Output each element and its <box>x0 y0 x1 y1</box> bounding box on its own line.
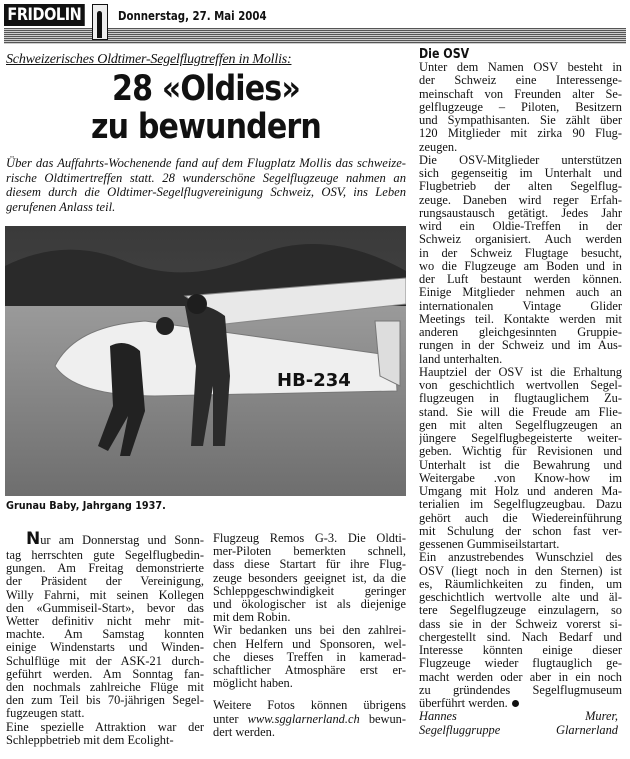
text-line: rungen in der Schweiz und im Aus- <box>419 339 622 353</box>
text-line: gerufenen Anlass teil. <box>6 199 116 214</box>
text-line: Ein anzustrebendes Wunschziel des <box>419 551 622 565</box>
text-line: tag herrschten gute Segelflugbedin- <box>6 549 204 562</box>
text-line: land unterhalten. <box>419 352 503 366</box>
text-line <box>419 697 622 710</box>
text-line: möglicht haben. <box>213 677 293 691</box>
glider-registration: HB-234 <box>277 370 351 391</box>
text-line: Flugzeuge wieder flugtauglich ge- <box>419 657 622 671</box>
text-line: dass sie in der Schweiz vorerst si- <box>419 617 622 631</box>
issue-date: Donnerstag, 27. Mai 2004 <box>118 9 267 23</box>
text-line: diesem durch die Oldtimer-Segelflugvereinigung Schweiz, OSV, ins Leben <box>6 185 406 200</box>
text-line: flugzeugen in flugtauglichem Zu- <box>419 392 622 406</box>
text-line: Willy Fahrni, mit seinen Kollegen <box>6 588 204 602</box>
headline-line: 28 «Oldies» <box>112 69 300 109</box>
text-line: machte. Am Samstag konnten <box>6 628 204 642</box>
text-line: Schleppbetrieb mit dem Ecolight- <box>6 733 174 747</box>
text-line: 120 Mitglieder mit zirka 90 Flug- <box>419 127 622 141</box>
text-line: mit Schulung der schon fast ver- <box>419 524 622 538</box>
text-line: geben. Wichtig für Revisionen und <box>419 445 622 459</box>
author-group: Segelfluggruppe Glarnerland <box>419 723 618 737</box>
text-line: macht werden oder aber in ein noch <box>419 670 622 684</box>
article-kicker: Schweizerisches Oldtimer-Segelflugtreffen in Mollis: <box>6 52 292 67</box>
text-line: dert werden. <box>213 725 275 739</box>
text-line: terialien im Segelflugzeugbau. Dazu <box>419 498 622 512</box>
text-line: stand. Sie will die Freude am Flie- <box>419 405 622 419</box>
text-line: meinschaft von Freunden alter Se- <box>419 87 622 101</box>
text-line: Flugzeug Remos G-3. Die Oldti- <box>213 532 406 545</box>
body-column-1 <box>6 529 204 747</box>
text-fragment: bewun- <box>359 712 406 726</box>
text-line: Weitere Fotos können übrigens <box>213 699 406 713</box>
end-mark-icon <box>512 700 519 707</box>
text-line: zeuge. Daneben wird reger Erfah- <box>419 193 622 207</box>
text-line: von geschichtlich wertvollen Segel- <box>419 379 622 392</box>
text-line: Hauptziel der OSV ist die Erhaltung <box>419 365 622 379</box>
text-line: geführt werden. Am Sonntag fan- <box>6 667 204 681</box>
text-line: wo die Flugzeuge am Boden und in <box>419 259 622 273</box>
paragraph-gap <box>213 690 406 699</box>
text-line: che dieses Treffen in kamerad- <box>213 650 406 664</box>
website-link[interactable]: www.sgglarnerland.ch <box>247 712 360 726</box>
text-line: Wetter definitiv nicht mehr mit- <box>6 615 204 629</box>
article-headline <box>34 70 378 146</box>
sidebar-title: Die OSV <box>419 47 470 62</box>
text-line: Unter dem Namen OSV besteht in <box>419 61 622 74</box>
text-line: den nochmals zahlreiche Flüge mit <box>6 681 204 695</box>
drop-cap: N <box>26 529 41 549</box>
text-line: der Schweiz eine Interessenge- <box>419 74 622 88</box>
text-line: Schweiz organisiert. Auch werden <box>419 233 622 247</box>
text-line: chen Helfern und Sponsoren, wel- <box>213 637 406 651</box>
text-line: Flugbetrieb der alten Segelflug- <box>419 180 622 194</box>
text-line: Einige Mitglieder nehmen auch an <box>419 286 622 300</box>
text-line: anderen gleichgesinnten Gruppie- <box>419 326 622 339</box>
text-fragment: unter <box>213 712 248 726</box>
text-line: dass diese Startart für ihre Flug- <box>213 558 406 572</box>
text-line: wird ein Oldie-Treffen in der <box>419 220 622 233</box>
text-line: Wir bedanken uns bei den zahlrei- <box>213 624 406 638</box>
text-line: gessenen Gummiseilstartart. <box>419 538 560 551</box>
text-line: schaftlicher Atmosphäre erst er- <box>213 664 406 678</box>
text-line: chergestellt sind. Nach Bedarf und <box>419 630 622 644</box>
text-line <box>213 713 406 726</box>
text-line: OSV (liegt noch in den Sternen) ist <box>419 564 622 578</box>
text-line: rische Oldtimertreffen statt. 28 wunderschöne Segelflugzeuge nahmen an <box>6 170 406 185</box>
text-line: fugzeugen statt. <box>6 707 85 721</box>
article-photo <box>5 226 406 496</box>
text-line: zeuge besonders geeignet ist, da die <box>213 571 406 585</box>
text-line: jüngere Segelflugbegeisterte weiter- <box>419 432 622 445</box>
text-line: der Präsident der Vereinigung, <box>6 575 204 589</box>
text-line: Umgang mit Holz und anderen Ma- <box>419 485 622 498</box>
text-line: gungen. Am Freitag demonstrierte <box>6 562 204 576</box>
text-line: Schleppgeschwindigkeit geringer <box>213 584 406 598</box>
text-line: zu gründendes Segelflugmuseum <box>419 683 622 697</box>
text-line: Schulflüge mit der ASK-21 durch- <box>6 654 204 668</box>
text-line: rungsaustausch getätigt. Jedes Jahr <box>419 206 622 220</box>
text-line: Unterhalt ist die Bewahrung und <box>419 458 622 472</box>
text-line: sich gegenseitig im Unterhalt und <box>419 167 622 180</box>
text-line: gen mit alten Segelflugzeugen an <box>419 418 622 432</box>
text-line: tere Segelflugzeuge einzulagern, so <box>419 604 622 618</box>
text-fragment: ur am Donnerstag und Sonn- <box>40 533 204 547</box>
text-line: internationalen Vintage Glider <box>419 299 622 313</box>
text-line: einige Windenstarts und Winden- <box>6 641 204 655</box>
photo-caption: Grunau Baby, Jahrgang 1937. <box>6 499 166 512</box>
text-line: geschichtlich wertvolle alte und äl- <box>419 591 622 604</box>
logo-figure-icon <box>92 4 108 40</box>
text-line: Interesse könnten einige dieser <box>419 644 622 657</box>
body-column-2 <box>213 532 406 739</box>
text-line: Die OSV-Mitglieder unterstützen <box>419 153 622 167</box>
text-line: Weitergabe .von Know-how im <box>419 471 622 485</box>
text-line: der Luft bestaunt werden können. <box>419 273 622 286</box>
text-line: Über das Auffahrts-Wochenende fand auf dem Flugplatz Mollis das schweize- <box>6 156 406 170</box>
article-lead <box>6 156 406 214</box>
text-line: mit dem Robin. <box>213 611 291 625</box>
sidebar-column <box>419 61 622 737</box>
text-fragment: überführt werden. <box>419 697 508 710</box>
text-line: Meetings teil. Kontakte werden mit <box>419 312 622 326</box>
text-line: Eine spezielle Attraktion war der <box>6 720 204 734</box>
text-line: es, Räumlichkeiten zu finden, um <box>419 577 622 591</box>
newspaper-logo: FRIDOLIN <box>4 4 85 26</box>
text-line: den «Gummiseil-Start», bevor das <box>6 601 204 615</box>
masthead <box>4 4 626 40</box>
text-line: den zum Teil bis 70-jährigen Segel- <box>6 694 204 708</box>
text-line: zeugen. <box>419 140 458 154</box>
text-line: in der Schweiz Flugtage besucht, <box>419 246 622 260</box>
text-line: gelflugzeuge – Piloten, Besitzern <box>419 100 622 114</box>
text-line: gehört auch die Wiedereinführung <box>419 511 622 525</box>
text-line: und Sympathisanten. Sie zählt über <box>419 114 622 127</box>
text-line: mer-Piloten bemerkten schnell, <box>213 545 406 559</box>
author-name: Hannes Murer, <box>419 710 618 724</box>
headline-line: zu bewundern <box>91 107 321 147</box>
text-line: und ökologischer ist als diejenige <box>213 598 406 612</box>
text-line <box>6 529 204 549</box>
